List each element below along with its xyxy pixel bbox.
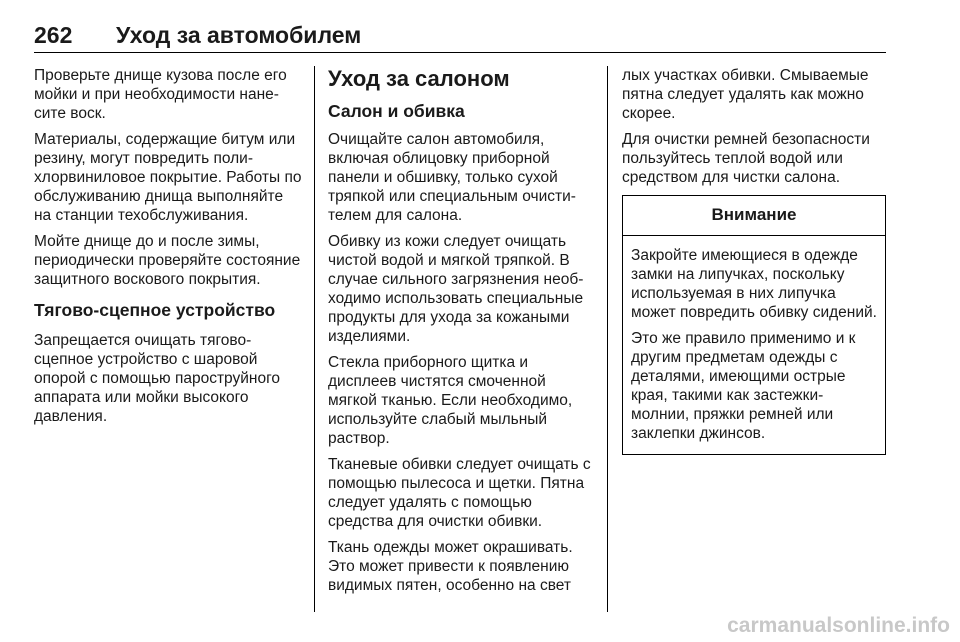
- paragraph: Ткань одежды может окрашивать. Это может привести к появлению видимых пятен, особенно на свет: [328, 539, 573, 594]
- header-divider: [34, 52, 886, 53]
- paragraph: лых участках обивки. Смываемые пятна следует удалять как можно скорее.: [622, 67, 869, 122]
- warning-paragraph: Это же правило применимо и к другим предметам одежды с деталями, имеющими острые края, такими как застежки-молнии, пряжки ремней или заклепки джинсов.: [631, 330, 856, 442]
- warning-title: Внимание: [623, 196, 885, 236]
- paragraph: Мойте днище до и после зимы, периодически проверяйте состояние защитного воскового покрытия.: [34, 233, 301, 288]
- column-2: [328, 66, 596, 602]
- page-number: 262: [34, 22, 73, 48]
- warning-box: [622, 195, 886, 455]
- page-header: [34, 22, 886, 48]
- column-3: [622, 66, 886, 455]
- paragraph: Обивку из кожи следует очищать чистой водой и мягкой тряпкой. В случае сильного загрязнения необходимо использовать специальные продукты для ухода за кожаными изделиями.: [328, 233, 584, 345]
- paragraph: Запрещается очищать тяговосцепное устройство с шаровой опорой с помощью пароструйного аппарата или мойки высокого давления.: [34, 332, 281, 425]
- paragraph: Очищайте салон автомобиля, включая облицовку приборной панели и обшивку, только сухой тряпкой или специальным очистителем для салона.: [328, 131, 576, 224]
- watermark: carmanualsonline.info: [727, 614, 950, 637]
- warning-paragraph: Закройте имеющиеся в одежде замки на липучках, поскольку используемая в них липучка может повредить обивку сидений.: [631, 247, 877, 321]
- column-divider-2: [607, 66, 608, 612]
- paragraph: Проверьте днище кузова после его мойки и при необходимости нанесите воск.: [34, 67, 287, 122]
- page-title: Уход за автомобилем: [116, 22, 362, 48]
- section-heading-towbar: Тягово-сцепное устройство: [34, 300, 276, 320]
- paragraph: Для очистки ремней безопасности пользуйтесь теплой водой или средством для чистки салона.: [622, 131, 870, 186]
- paragraph: Тканевые обивки следует очищать с помощью пылесоса и щетки. Пятна следует удалять с помощью средства для очистки обивки.: [328, 456, 591, 530]
- column-1: [34, 66, 302, 433]
- paragraph: Материалы, содержащие битум или резину, могут повредить полихлорвиниловое покрытие. Работы по обслуживанию днища выполняйте на станции техобслуживания.: [34, 131, 302, 224]
- warning-body: [623, 236, 885, 454]
- paragraph: Стекла приборного щитка и дисплеев чистятся смоченной мягкой тканью. Если необходимо, используйте слабый мыльный раствор.: [328, 354, 573, 447]
- section-title-interior: Уход за салоном: [328, 66, 510, 91]
- column-divider-1: [314, 66, 315, 612]
- subsection-heading-upholstery: Салон и обивка: [328, 101, 465, 121]
